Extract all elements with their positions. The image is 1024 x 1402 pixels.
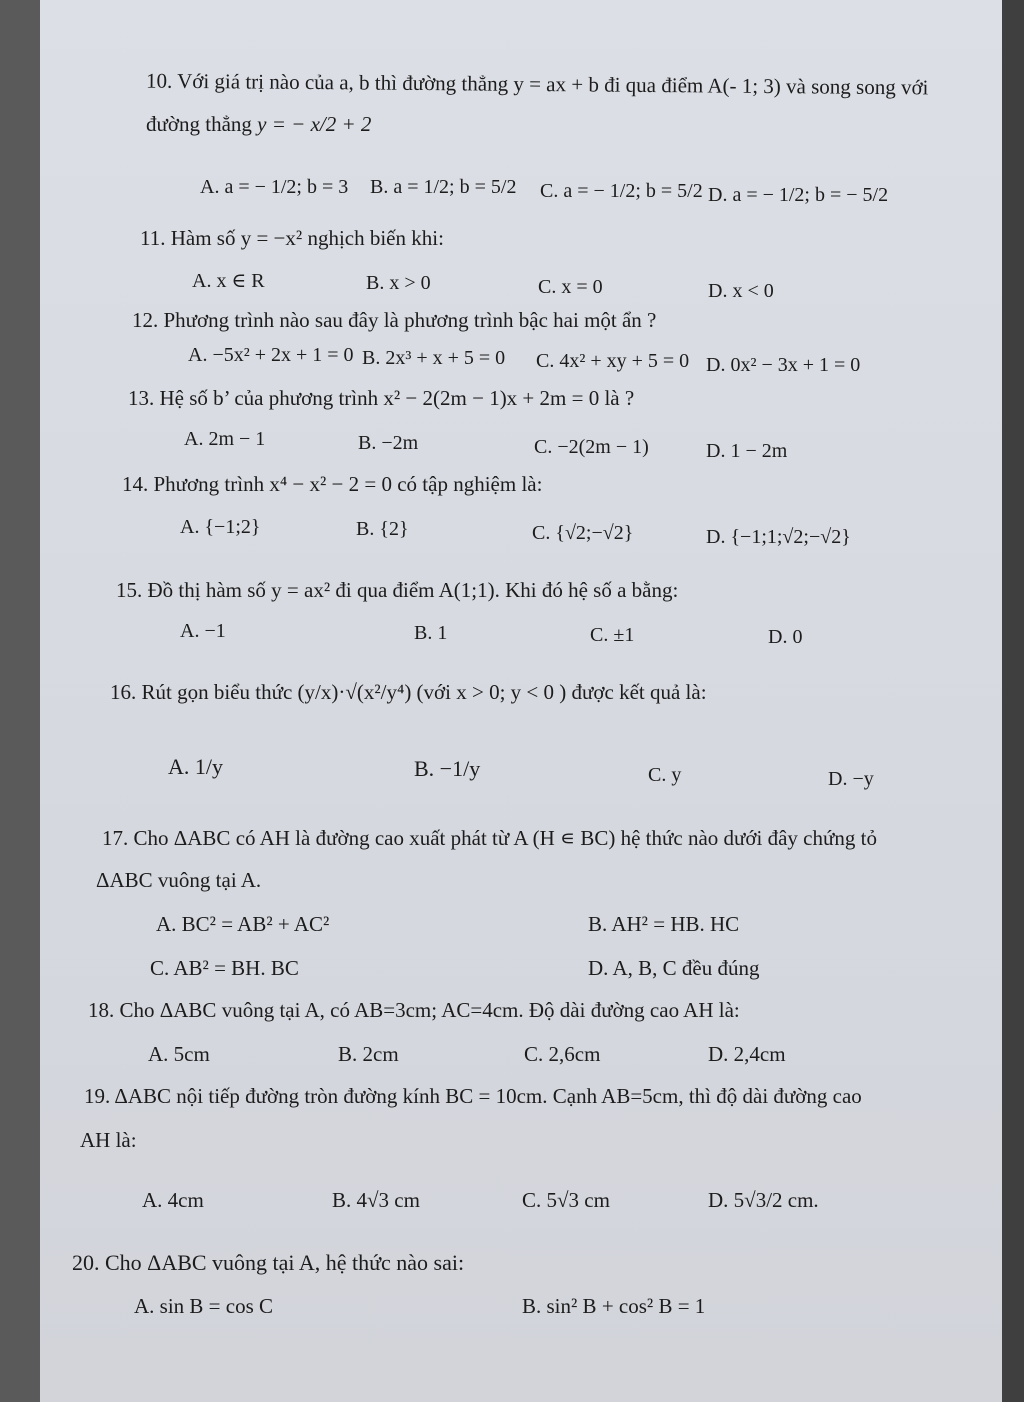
q15-option-b: B. 1 [414,622,448,644]
q18-option-b: B. 2cm [338,1042,399,1066]
q11-option-d: D. x < 0 [708,280,774,302]
q14-option-b: B. {2} [356,518,409,540]
q12-option-c: C. 4x² + xy + 5 = 0 [536,350,690,372]
q19-option-d: D. 5√3/2 cm. [708,1188,819,1212]
question-13: 13. Hệ số b’ của phương trình x² − 2(2m − 1)x + 2m = 0 là ? [128,386,635,410]
q16-option-c: C. y [648,764,682,786]
q12-option-b: B. 2x³ + x + 5 = 0 [362,347,506,369]
q12-option-d: D. 0x² − 3x + 1 = 0 [706,354,861,376]
q13-option-a: A. 2m − 1 [184,428,266,450]
q17-option-d: D. A, B, C đều đúng [588,956,760,980]
q18-option-a: A. 5cm [148,1042,210,1066]
q16-option-a: A. 1/y [168,754,223,779]
question-10-line1: 10. Với giá trị nào của a, b thì đường thẳng y = ax + b đi qua điểm A(- 1; 3) và song song với [145,68,929,100]
q16-option-b: B. −1/y [414,756,481,781]
q14-option-c: C. {√2;−√2} [532,522,634,544]
exam-page [40,0,1002,1402]
q15-option-d: D. 0 [768,626,803,648]
q11-option-a: A. x ∈ R [192,270,265,292]
question-14: 14. Phương trình x⁴ − x² − 2 = 0 có tập nghiệm là: [122,472,543,496]
question-19-line2: AH là: [80,1128,137,1152]
question-12: 12. Phương trình nào sau đây là phương trình bậc hai một ẩn ? [132,308,657,332]
q19-option-b: B. 4√3 cm [332,1188,420,1212]
q12-option-a: A. −5x² + 2x + 1 = 0 [188,344,354,366]
question-10 [146,69,929,101]
background-edge [1002,0,1024,1402]
q14-option-d: D. {−1;1;√2;−√2} [706,526,851,548]
question-19-line1: 19. ΔABC nội tiếp đường tròn đường kính BC = 10cm. Cạnh AB=5cm, thì độ dài đường cao [84,1084,862,1108]
q16-option-d: D. −y [828,768,874,790]
question-17-line2: ΔABC vuông tại A. [96,868,262,892]
q20-option-a: A. sin B = cos C [134,1294,274,1318]
q15-option-a: A. −1 [180,620,226,642]
q17-option-c: C. AB² = BH. BC [150,956,299,980]
question-15: 15. Đồ thị hàm số y = ax² đi qua điểm A(1;1). Khi đó hệ số a bằng: [116,578,679,602]
question-18: 18. Cho ΔABC vuông tại A, có AB=3cm; AC=4cm. Độ dài đường cao AH là: [88,998,740,1022]
q18-option-d: D. 2,4cm [708,1042,786,1066]
q13-option-b: B. −2m [358,432,419,454]
q11-option-c: C. x = 0 [538,276,603,298]
question-10-line2-prefix: đường thẳng [146,112,252,136]
q10-option-c: C. a = − 1/2; b = 5/2 [540,180,703,202]
q10-option-d: D. a = − 1/2; b = − 5/2 [708,184,889,206]
q14-option-a: A. {−1;2} [180,516,261,538]
question-17-line1: 17. Cho ΔABC có AH là đường cao xuất phát từ A (H ∊ BC) hệ thức nào dưới đây chứng tỏ [102,826,877,850]
q17-option-a: A. BC² = AB² + AC² [156,912,330,936]
question-20: 20. Cho ΔABC vuông tại A, hệ thức nào sai: [72,1250,465,1275]
q19-option-a: A. 4cm [142,1188,204,1212]
q13-option-c: C. −2(2m − 1) [534,436,649,458]
q17-option-b: B. AH² = HB. HC [588,912,740,936]
q20-option-b: B. sin² B + cos² B = 1 [522,1294,706,1318]
q10-option-a: A. a = − 1/2; b = 3 [200,176,349,198]
q18-option-c: C. 2,6cm [524,1042,601,1066]
q11-option-b: B. x > 0 [366,272,431,294]
q13-option-d: D. 1 − 2m [706,440,788,462]
question-10-expr: y = − x/2 + 2 [257,112,372,136]
q15-option-c: C. ±1 [590,624,635,646]
q19-option-c: C. 5√3 cm [522,1188,610,1212]
q10-option-b: B. a = 1/2; b = 5/2 [370,176,517,198]
question-10-line2 [146,112,371,137]
question-11: 11. Hàm số y = −x² nghịch biến khi: [140,226,444,250]
question-16: 16. Rút gọn biểu thức (y/x)·√(x²/y⁴) (với x > 0; y < 0 ) được kết quả là: [110,680,707,704]
